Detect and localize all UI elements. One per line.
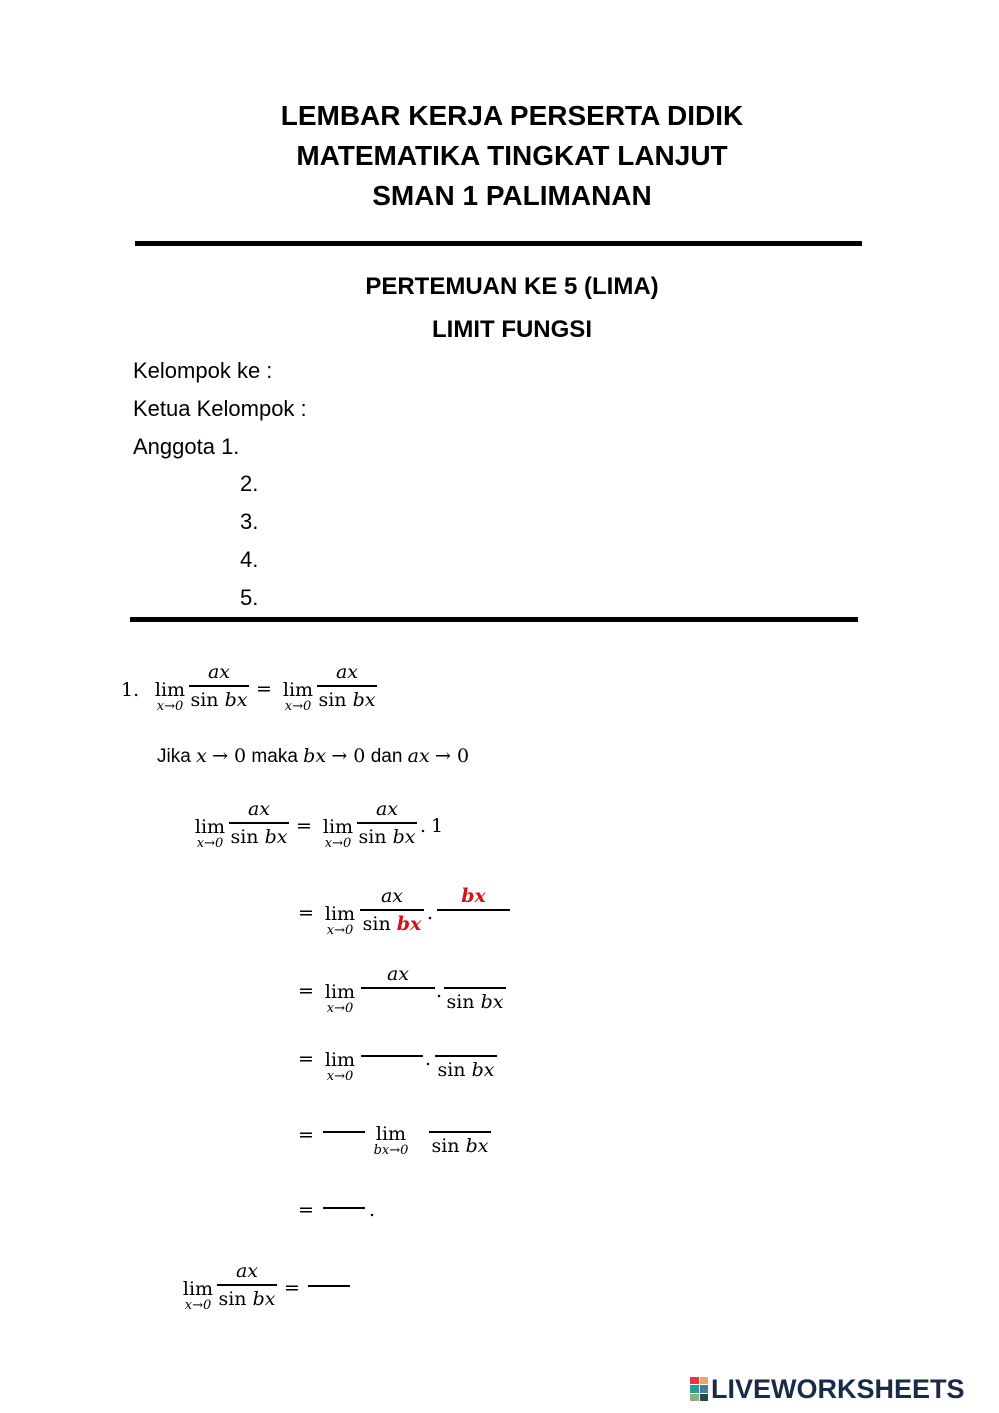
group-member-4-label: 4. [240,547,259,572]
worksheet-title-line1: LEMBAR KERJA PERSERTA DIDIK [280,100,744,131]
meeting-topic: LIMIT FUNGSI [432,316,592,343]
answer-blank[interactable] [429,1107,491,1129]
meeting-title: PERTEMUAN KE 5 (LIMA) [365,273,659,300]
fraction-ax-over-sin-bx: ax sin bx [218,1260,276,1310]
fraction-blank-over-blank [323,1183,365,1233]
limit-operator: lim x→0 [194,816,226,851]
answer-blank[interactable] [435,1031,497,1053]
limit-operator: lim x→0 [324,903,356,938]
header-divider [135,241,862,246]
multiply-dot: . [425,1048,432,1070]
equals-sign: = [298,1048,314,1070]
multiply-dot: . [427,902,434,924]
multiply-dot: . [369,1199,376,1221]
fraction-blank-over-sin-bx: sin bx [435,1031,497,1081]
equals-sign: = [296,815,312,837]
fraction-bx-over-blank: bx [437,885,510,935]
worksheet-title-line3: SMAN 1 PALIMANAN [372,180,652,211]
answer-blank[interactable] [323,1183,365,1205]
answer-blank[interactable] [323,1107,365,1129]
fraction-blank-over-blank [361,1031,423,1081]
answer-blank[interactable] [361,991,435,1013]
limit-operator: lim x→0 [324,981,356,1016]
fraction-ax-over-sin-bx: ax sin bx [358,798,416,848]
limit-operator: lim x→0 [182,1278,214,1313]
problem-number: 1. [121,679,140,701]
logo-icon [690,1377,708,1401]
one-factor: 1 [431,815,444,837]
fraction-blank-over-sin-bx: sin bx [444,963,506,1013]
equals-sign: = [256,678,272,700]
logo-text: LIVEWORKSHEETS [711,1373,965,1404]
equals-sign: = [284,1277,300,1299]
group-number-label: Kelompok ke : [133,358,273,383]
group-member-5-label: 5. [240,585,259,610]
fraction-ax-over-sin-bx-highlight: ax sin bx [360,885,424,935]
fraction-ax-over-sin-bx: ax sin bx [190,661,248,711]
limit-operator: lim bx→0 [373,1123,409,1158]
final-answer-fraction [308,1261,350,1311]
fraction-blank-over-blank [323,1107,365,1157]
group-member-1-label: Anggota 1. [133,434,240,459]
equals-sign: = [298,980,314,1002]
fraction-blank-over-sin-bx: sin bx [429,1107,491,1157]
limit-operator: lim x→0 [154,679,186,714]
answer-blank[interactable] [437,913,510,935]
group-member-3-label: 3. [240,509,259,534]
multiply-dot: . [436,980,443,1002]
group-leader-label: Ketua Kelompok : [133,396,307,421]
limit-operator: lim x→0 [324,1049,356,1084]
liveworksheets-logo [690,1372,965,1406]
answer-blank[interactable] [323,1135,365,1157]
fraction-ax-over-sin-bx: ax sin bx [318,661,376,711]
answer-blank[interactable] [308,1261,350,1283]
answer-blank[interactable] [444,963,506,985]
worksheet-title-line2: MATEMATIKA TINGKAT LANJUT [296,140,728,171]
limit-operator: lim x→0 [282,679,314,714]
condition-text: Jika x → 0 maka bx → 0 dan ax → 0 [157,745,470,767]
equals-sign: = [298,1124,314,1146]
fraction-ax-over-blank: ax [361,963,435,1013]
limit-operator: lim x→0 [322,816,354,851]
equals-sign: = [298,1199,314,1221]
answer-blank[interactable] [308,1289,350,1311]
answer-blank[interactable] [361,1031,423,1053]
group-member-2-label: 2. [240,471,259,496]
multiply-dot: . [420,815,427,837]
equals-sign: = [298,902,314,924]
form-divider [130,617,858,622]
fraction-ax-over-sin-bx: ax sin bx [230,798,288,848]
answer-blank[interactable] [361,1059,423,1081]
answer-blank[interactable] [323,1211,365,1233]
